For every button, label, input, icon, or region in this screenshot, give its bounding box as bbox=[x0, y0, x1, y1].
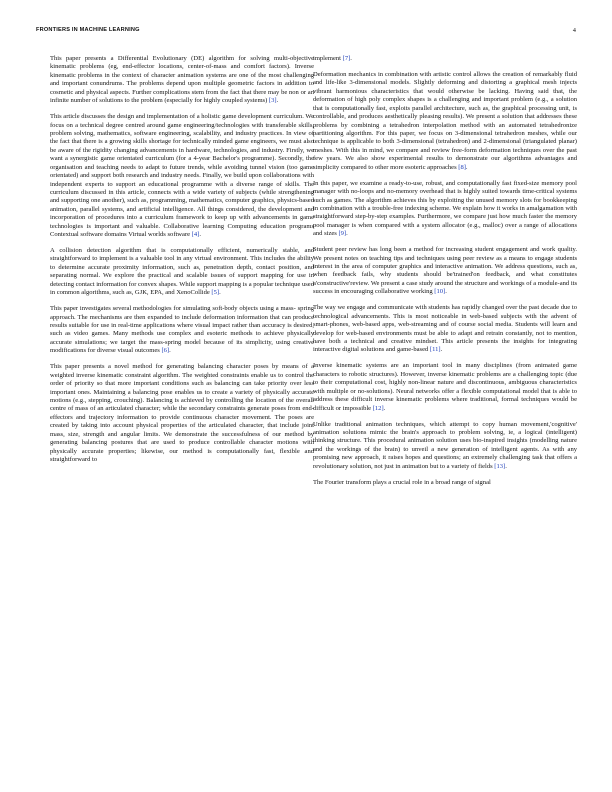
paragraph-end: . bbox=[169, 347, 171, 355]
citation-link[interactable]: [8] bbox=[458, 163, 466, 171]
citation-link[interactable]: [13] bbox=[494, 462, 506, 470]
citation-link[interactable]: [3] bbox=[268, 97, 277, 105]
citation-link[interactable]: [9] bbox=[338, 230, 347, 238]
paragraph-end: . bbox=[383, 404, 386, 412]
paragraph bbox=[313, 246, 577, 297]
page-header bbox=[36, 27, 576, 39]
paragraph-text: Student peer review has long been a method for increasing student engagement and work quality. We present notes on teaching tips and techniques using peer review as a means to engage students interest in the area of computer graphics and interactive animation. We address questions, such as, when feedback fails, why students should be'trained'on feedback, and what constitutes a'constructive'review. We present a case study around the structure and workings of a module-and its success in encouraging collaborative working bbox=[313, 246, 577, 296]
citation-link[interactable]: [11] bbox=[429, 346, 441, 354]
paragraph-text: A collision detection algorithm that is computationally efficient, numerically stable, and straightforward to implement is a valuable tool in any virtual environment. This includes the ability to determine accurate proximity information, such as, penetration depth, contact position, and separating normal. We explore the practical and scalable issues of support mapping for use in detecting contact information for convex shapes. While support mapping is a popular technique used in common algorithms, such as, GJK, EPA, and XenoCollide bbox=[50, 247, 314, 297]
paragraph bbox=[50, 55, 314, 106]
paragraph bbox=[313, 180, 577, 239]
paragraph-text: This paper investigates several methodologies for simulating soft-body objects using a mass- spring approach. The mechanisms are then expanded to include deformation information that can produce results suitable for use in real-time applications where visual impact rather than accuracy is desired, such as video games. Many methods use complex and esoteric methods to achieve physically accurate simulations; we target the mass-spring model because of its simplicity, using creative modifications for diverse visual outcomes bbox=[50, 305, 314, 355]
paragraph-end: . bbox=[440, 346, 443, 354]
paragraph-text: This article discusses the design and implementation of a holistic game development curriculum. We focus on a technical degree centred around game engineering/technologies with transferable skills, problem solving, mathematics, software engineering, scalability, and industry practices. In view of the fact that there is a growing skills shortage for technically minded game engineers, we must also be aware of the rigidity changing advancements in hardware, technologies, and industry. Firstly, we want a synergistic game orientated curriculum (for a 4-year Bachelor's programme). Secondly, the organisation and teaching needs to adapt to future trends, while avoiding tunnel vision (too game orientated) and support both research and industry needs. Finally, we build upon collaborations with independent experts to support an educational programme with a diverse range of skills. The curriculum discussed in this article, connects with a wide variety of subjects (while strengthening and supporting one another), such as, programming, mathematics, computer graphics, physics-based animation, parallel systems, and artificial intelligence. All things considered, the development and incorporation of procedures into a curriculum framework to keep up with advancements in game technologies is important and valuable. Collaborative learning Computing education programs Contextual software domains Virtual worlds software bbox=[50, 113, 314, 239]
paragraph-end: . bbox=[445, 288, 447, 296]
paragraph bbox=[50, 113, 314, 239]
citation-link[interactable]: [4] bbox=[191, 231, 200, 239]
citation-link[interactable]: [12] bbox=[372, 404, 384, 412]
paragraph bbox=[313, 362, 577, 413]
paragraph bbox=[313, 55, 577, 63]
paragraph bbox=[313, 71, 577, 172]
left-column bbox=[50, 55, 314, 472]
paragraph-end: . bbox=[505, 462, 507, 470]
paragraph bbox=[50, 247, 314, 298]
paragraph-text: Deformation mechanics in combination with artistic control allows the creation of remarkably fluid and life-like 3-dimensional models. Slightly deforming and distorting a graphical mesh injects vibrant harmonious characteristics that would otherwise be lacking. Having said that, the deformation of high poly complex shapes is a challenging and important problem (e.g., a solution that is computationally fast, exploits parallel architecture, such as, the graphical processing unit, is controllable, and produces aesthetically pleasing results). We present a solution that addresses these problems by combining a tetrahedron interpolation method with an automated tetrahedronize partitioning algorithm. For this paper, we focus on 3-dimensional tetrahedron meshes, while our technique is applicable to both 3-dimensional (tetrahedron) and 2-dimensional (triangulated planar) meshes. With this in mind, we compare and review free-form deformation techniques over the past few years. We also show experimental results to demonstrate our algorithms advantages and simplicity compared to other more esoteric approaches bbox=[313, 71, 577, 171]
paragraph-end: . bbox=[219, 289, 221, 297]
page-number: 4 bbox=[572, 27, 576, 34]
paragraph-end: . bbox=[199, 231, 201, 239]
journal-title: FRONTIERS IN MACHINE LEARNING bbox=[36, 27, 140, 33]
citation-link[interactable]: [7] bbox=[342, 55, 351, 62]
citation-link[interactable]: [5] bbox=[211, 289, 220, 297]
citation-link[interactable]: [10] bbox=[434, 288, 446, 296]
paragraph-text: The way we engage and communicate with students has rapidly changed over the past decade due to technological advancements. This is most noticeable in web-based subjects with the advent of smart-phones, web-based apps, web-streaming and of course social media. Students will learn and develop for web-based environments must be able to adapt and retrain constantly, not to mention, have both a technical and creative mindset. This article presents the insights for integrating interactive digital solutions and game-based bbox=[313, 304, 577, 354]
paragraph bbox=[313, 421, 577, 472]
paragraph-text: In this paper, we examine a ready-to-use, robust, and computationally fast fixed-size memory pool manager with no-loops and no-memory overhead that is highly suited towards time-critical systems such as games. The algorithm achieves this by exploiting the unused memory slots for bookkeeping in combination with a trouble-free indexing scheme. We explain how it works in amalgamation with straightforward step-by-step examples. Furthermore, we compare just how much faster the memory pool manager is when compared with a system allocator (e.g., malloc) over a range of allocations and sizes bbox=[313, 179, 577, 238]
paragraph-end: . bbox=[350, 55, 352, 62]
paragraph-text: This paper presents a novel method for generating balancing character poses by means of a weighted inverse kinematic constraint algorithm. The weighted constraints enable us to control the order of priority so that more important conditions such as balancing can take priority over less important ones. Maintaining a balancing pose enables us to create a variety of physically accurate motions (e.g., stepping, crouching). Balancing is achieved by controlling the location of the overall centre of mass of an articulated character; while the secondary constraints generate poses from end-effectors and trajectory information to provide continuous character movement. The poses are created by taking into account physical properties of the articulated character, that include joint mass, size, strength and angular limits. We demonstrate the successfulness of our method by generating balancing postures that are used to produce controllable character motions with physically accurate properties; likewise, our method is computationally fast, flexible and straightforward to bbox=[50, 363, 314, 463]
paragraph bbox=[50, 305, 314, 356]
citation-link[interactable]: [6] bbox=[161, 347, 170, 355]
paragraph bbox=[50, 363, 314, 464]
paragraph bbox=[313, 479, 577, 487]
paragraph-text: Inverse kinematic systems are an important tool in many disciplines (from animated game characters to robotic structures). However, inverse kinematic problems are a challenging topic (due to their computational cost, highly non-linear nature and discontinuous, ambiguous characteristics with multiple or no-solutions). Neural networks offer a flexible computational model that is able to address these difficult inverse kinematic problems where traditional, formal techniques would be difficult or impossible bbox=[313, 362, 577, 412]
paragraph-end: . bbox=[276, 97, 279, 105]
paragraph bbox=[313, 304, 577, 355]
paragraph-end: . bbox=[465, 163, 468, 171]
right-column bbox=[313, 55, 577, 495]
paragraph-text: implement bbox=[313, 55, 343, 62]
paragraph-end: . bbox=[346, 230, 348, 238]
paragraph-text: The Fourier transform plays a crucial role in a broad range of signal bbox=[313, 478, 491, 486]
paragraph-text: Unlike traditional animation techniques, which attempt to copy human movement,'cognitive' animation solutions mimic the brain's approach to problem solving, ie, a logical (intelligent) thinking structure. This procedural animation solution uses bio-inspired insights (modelling nature and the workings of the brain) to unveil a new generation of intelligent agents. As with any promising new approach, it raises hopes and questions; an extremely challenging task that offers a revolutionary solution, not just in animation but to a variety of fields bbox=[313, 420, 577, 470]
paragraph-text: This paper presents a Differential Evolutionary (DE) algorithm for solving multi-objective kinematic problems (eg, end-effector locations, center-of-mass and comfort factors). Inverse kinematic problems in the context of character animation systems are one of the most challenging and important conundrums. The problems depend upon multiple geometric factors in addition to cosmetic and physical aspects. Further complications stem from the fact that there may be non or an infinite number of solutions to the problem (especially for highly coupled systems) bbox=[50, 55, 314, 105]
